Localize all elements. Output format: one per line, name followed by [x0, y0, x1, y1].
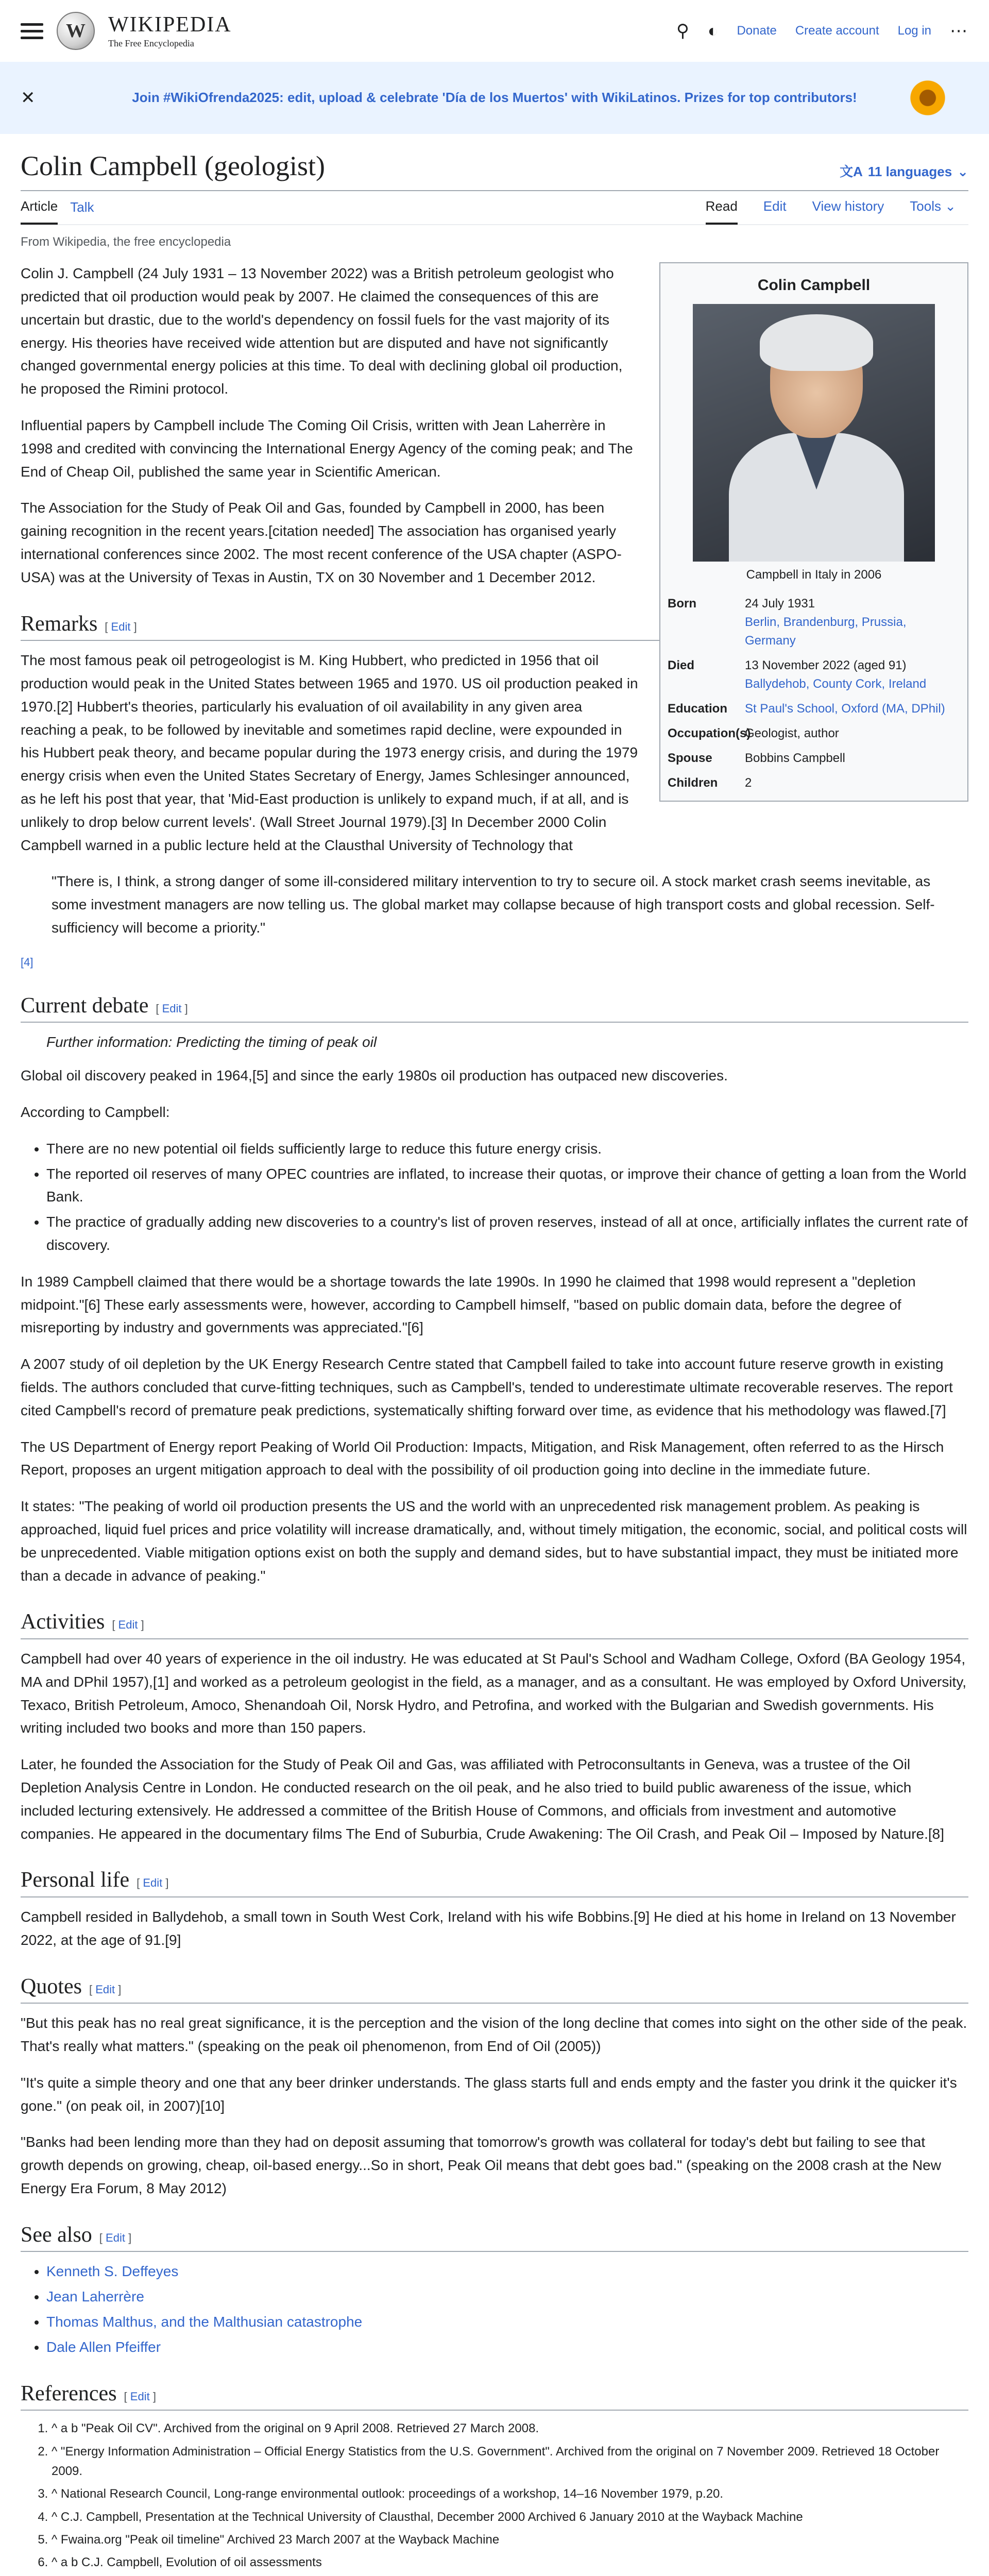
heading-references-text: References — [21, 2381, 117, 2405]
see-also-link[interactable]: Jean Laherrère — [46, 2289, 144, 2305]
campaign-banner — [0, 62, 989, 134]
born-place[interactable]: Berlin, Brandenburg, Prussia, Germany — [745, 615, 907, 648]
heading-personal-life-text: Personal life — [21, 1868, 130, 1892]
heading-references: References [ Edit ] — [21, 2380, 968, 2411]
photo-hair-shape — [760, 314, 873, 371]
edit-section-see-also[interactable]: Edit — [106, 2231, 125, 2244]
died-place[interactable]: Ballydehob, County Cork, Ireland — [745, 677, 927, 691]
lead-paragraph-2: Influential papers by Campbell include The Coming Oil Crisis, written with Jean Laherrère in 1998 and credited with convincing the International Energy Agency of the coming peak; and The End of Cheap Oil, published the same year in Scientific American. — [21, 417, 633, 480]
login-link[interactable]: Log in — [897, 23, 931, 38]
quote-item: "Banks had been lending more than they had on deposit assuming that tomorrow's growth was collateral for today's debt but failing to see that growth depends on growing, cheap, oil-based energy...So in short, Peak Oil means that debt goes bad." (speaking on the 2008 crash at the New Energy Era Forum, 8 May 2012) — [21, 2134, 941, 2196]
references-list — [21, 2419, 968, 2576]
infobox-row-education — [668, 697, 960, 721]
site-header — [21, 0, 968, 62]
chevron-down-icon: ⌄ — [957, 164, 968, 180]
infobox-title: Colin Campbell — [757, 277, 871, 294]
edit-section-activities[interactable]: Edit — [118, 1618, 138, 1632]
heading-current-debate-text: Current debate — [21, 993, 149, 1018]
more-options-icon[interactable]: ⋯ — [950, 21, 968, 41]
children-label: Children — [668, 776, 718, 790]
language-icon: 文A — [840, 164, 863, 180]
banner-link[interactable]: Join #WikiOfrenda2025: edit, upload & celebrate 'Día de los Muertos' with WikiLatinos. Prizes for top contributors! — [132, 90, 857, 106]
activities-paragraph-2: Later, he founded the Association for the Study of Peak Oil and Gas, was affiliated with Petroconsultants in Geneva, was a trustee of the Oil Depletion Analysis Centre in London. He conducted research on the oil peak, and he also tried to build public awareness of the issue, which included lecturing extensively. He addressed a committee of the British House of Commons, and officials from investment and automotive companies. He appeared in the documentary films The End of Suburbia, Crude Awakening: The Oil Crash, and Peak Oil – Imposed by Nature.[8] — [21, 1756, 944, 1842]
title-row — [21, 149, 968, 191]
list-item: • There are no new potential oil fields sufficiently large to reduce this future energy crisis. — [46, 1138, 968, 1161]
heading-activities-text: Activities — [21, 1610, 105, 1634]
appearance-icon[interactable]: ◐ — [707, 21, 719, 41]
children-value: 2 — [745, 776, 752, 790]
debate-paragraph-4: A 2007 study of oil depletion by the UK Energy Research Centre stated that Campbell failed to take into account future reserve growth in existing fields. The authors concluded that curve-fitting techniques, such as Campbell's, tended to underestimate ultimate recoverable reserves. The report cited Campbell's record of premature peak predictions, systematically shifting forward over time, as evidence that his methodology was flawed.[7] — [21, 1356, 953, 1418]
heading-see-also-text: See also — [21, 2223, 92, 2247]
activities-paragraph-1: Campbell had over 40 years of experience in the oil industry. He was educated at St Paul's School and Wadham College, Oxford (BA Geology 1954, MA and DPhil 1957),[1] and worked as a petroleum geologist in the field, as a manager, and as a consultant. He was employed by Oxford University, Texaco, British Petroleum, Amoco, Shenandoah Oil, Norsk Hydro, and Petrofina, and worked with the Bulgarian and Swedish governments. His writing included two books and more than 150 papers. — [21, 1651, 967, 1736]
main-menu-icon[interactable] — [21, 23, 43, 39]
heading-quotes: Quotes [ Edit ] — [21, 1973, 968, 2004]
infobox-row-occupation — [668, 721, 960, 746]
see-also-link[interactable]: Kenneth S. Deffeyes — [46, 2263, 179, 2280]
infobox-row-died — [668, 653, 960, 697]
edit-section-quotes[interactable]: Edit — [95, 1982, 115, 1996]
heading-see-also: See also [ Edit ] — [21, 2221, 968, 2252]
tab-read[interactable]: Read — [706, 191, 738, 225]
quote-item: "It's quite a simple theory and one that any beer drinker understands. The glass starts full and ends empty and the faster you drink it the quicker it's gone." (on peak oil, in 2007)[10] — [21, 2074, 957, 2114]
search-icon[interactable]: ⚲ — [676, 21, 689, 41]
spouse-value: Bobbins Campbell — [745, 751, 845, 766]
edit-section-remarks[interactable]: Edit — [111, 620, 131, 633]
tab-view-history[interactable]: View history — [812, 198, 884, 214]
portrait-photo[interactable] — [693, 304, 935, 562]
from-line: From Wikipedia, the free encyclopedia — [21, 234, 231, 249]
died-label: Died — [668, 658, 695, 673]
occupation-label: Occupation(s) — [668, 726, 751, 741]
infobox-caption: Campbell in Italy in 2006 — [746, 568, 882, 582]
heading-remarks-text: Remarks — [21, 612, 98, 636]
edit-section-personal-life[interactable]: Edit — [143, 1876, 163, 1890]
reference-item: 2. ^ "Energy Information Administration – Official Energy Statistics from the U.S. Government". Archived from the original on 7 November 2009. Retrieved 18 October 2009. — [52, 2442, 968, 2482]
infobox-row-children — [668, 771, 960, 795]
header-actions — [676, 17, 968, 45]
born-date: 24 July 1931 — [745, 597, 815, 611]
wikipedia-globe-icon[interactable]: W — [57, 12, 95, 50]
debate-bullets — [21, 1138, 968, 1257]
remarks-quote-ref[interactable]: [4] — [21, 955, 33, 969]
heading-activities: Activities [ Edit ] — [21, 1608, 968, 1639]
reference-item: 5. ^ Fwaina.org "Peak oil timeline" Archived 23 March 2007 at the Wayback Machine — [52, 2530, 968, 2550]
logo-tagline: The Free Encyclopedia — [108, 38, 194, 48]
lead-paragraph-1: Colin J. Campbell (24 July 1931 – 13 November 2022) was a British petroleum geologist who predicted that oil production would peak by 2007. He claimed the consequences of this are uncertain but drastic, due to the world's dependency on fossil fuels for the vast majority of its energy. His theories have received wide attention but are disputed and have not significantly changed governmental energy policies at this time. To deal with declining global oil production, he proposed the Rimini protocol. — [21, 265, 623, 397]
quote-item: "But this peak has no real great significance, it is the perception and the vision of the long decline that comes into sight on the other side of the peak. That's really what matters." (speaking on the peak oil phenomenon, from End of Oil (2005)) — [21, 2015, 967, 2054]
reference-item: 6. ^ a b C.J. Campbell, Evolution of oil assessments — [52, 2553, 968, 2572]
debate-paragraph-6: It states: "The peaking of world oil production presents the US and the world with an unprecedented risk management problem. As peaking is approached, liquid fuel prices and price volatility will increase dramatically, and, without timely mitigation, the economic, social, and political costs will be unprecedented. Viable mitigation options exist on both the supply and demand sides, but to have substantial impact, they must be initiated more than a decade in advance of peaking." — [21, 1498, 967, 1584]
close-icon[interactable]: ✕ — [21, 88, 36, 108]
list-item: • The reported oil reserves of many OPEC countries are inflated, to increase their quotas, or improve their chance of getting a loan from the World Bank. — [46, 1163, 968, 1209]
edit-section-current-debate[interactable]: Edit — [162, 1002, 182, 1015]
remarks-paragraph-1: The most famous peak oil petrogeologist is M. King Hubbert, who predicted in 1956 that oil production would peak in the United States between 1965 and 1970. US oil production peaked in 1970.[2] Hubbert's theories, particularly his evaluation of oil availability in any given area reaching a peak, to be followed by inevitable and sometimes rapid decline, were expounded in his Hubbert peak theory, and became popular during the 1973 energy crisis, and during the 1979 energy crisis when even the United States Secretary of Energy, James Schlesinger announced, as he left his post that year, that 'Mid-East production is unlikely to expand much, if at all, and is unlikely to drop below current levels'. (Wall Street Journal 1979).[3] In December 2000 Colin Campbell warned in a public lecture held at the Clausthal University of Technology that — [21, 652, 638, 853]
see-also-link[interactable]: Dale Allen Pfeiffer — [46, 2338, 161, 2355]
tab-edit[interactable]: Edit — [763, 198, 787, 214]
lead-paragraph-3: The Association for the Study of Peak Oil and Gas, founded by Campbell in 2000, has been gaining recognition in the recent years.[citation needed] The association has organised yearly international conferences since 2002. The most recent conference of the USA chapter (ASPO-USA) was at the University of Texas in Austin, TX on 30 November and 1 December 2012. — [21, 500, 622, 585]
tab-article[interactable]: Article — [21, 191, 58, 225]
debate-paragraph-2: According to Campbell: — [21, 1104, 170, 1121]
tab-talk[interactable]: Talk — [70, 199, 94, 215]
tools-label: Tools — [910, 198, 941, 214]
infobox-row-spouse — [668, 746, 960, 771]
infobox — [659, 262, 968, 802]
see-also-link[interactable]: Thomas Malthus, and the Malthusian catastrophe — [46, 2313, 363, 2330]
page-tabs — [21, 191, 968, 225]
debate-paragraph-3: In 1989 Campbell claimed that there would be a shortage towards the late 1990s. In 1990 he claimed that 1998 would represent a "depletion midpoint."[6] These early assessments were, however, according to Campbell himself, "based on public domain data, before the degree of misreporting by industry and governments was appreciated."[6] — [21, 1273, 916, 1336]
see-also-list — [21, 2260, 968, 2359]
heading-quotes-text: Quotes — [21, 1974, 82, 1998]
occupation-value: Geologist, author — [745, 726, 839, 741]
personal-paragraph-1: Campbell resided in Ballydehob, a small town in South West Cork, Ireland with his wife Bobbins.[9] He died at his home in Ireland on 13 November 2022, at the age of 91.[9] — [21, 1908, 956, 1948]
language-selector[interactable] — [840, 161, 968, 183]
education-value[interactable]: St Paul's School, Oxford (MA, DPhil) — [745, 702, 945, 716]
edit-section-references[interactable]: Edit — [130, 2389, 150, 2403]
education-label: Education — [668, 702, 728, 716]
heading-remarks: Remarks [ Edit ] — [21, 610, 968, 641]
logo-wordmark: WIKIPEDIA — [108, 13, 232, 37]
debate-paragraph-1: Global oil discovery peaked in 1964,[5] and since the early 1980s oil production has outpaced new discoveries. — [21, 1067, 728, 1084]
page-title: Colin Campbell (geologist) — [21, 150, 325, 181]
sunflower-icon — [908, 78, 948, 118]
hatnote-further-info: Further information: Predicting the timing of peak oil — [46, 1034, 377, 1050]
list-item: • The practice of gradually adding new discoveries to a country's list of proven reserves, instead of all at once, artificially inflates the current rate of discovery. — [46, 1211, 968, 1257]
reference-item: 3. ^ National Research Council, Long-range environmental outlook: proceedings of a workshop, 14–16 November 1979, p.20. — [52, 2484, 968, 2504]
reference-item: 1. ^ a b "Peak Oil CV". Archived from the original on 9 April 2008. Retrieved 27 March 2008. — [52, 2419, 968, 2438]
view-tabs — [706, 191, 968, 225]
heading-personal-life: Personal life [ Edit ] — [21, 1866, 968, 1897]
reference-item: 4. ^ C.J. Campbell, Presentation at the Technical University of Clausthal, December 2000 Archived 6 January 2010 at the Wayback Machine — [52, 2507, 968, 2527]
heading-current-debate: Current debate [ Edit ] — [21, 992, 968, 1023]
debate-paragraph-5: The US Department of Energy report Peaking of World Oil Production: Impacts, Mitigation, and Risk Management, often referred to as the Hirsch Report, proposes an urgent mitigation approach to deal with the possibility of oil production going into decline in the immediate future. — [21, 1438, 944, 1478]
infobox-row-born — [668, 591, 960, 653]
remarks-quote: "There is, I think, a strong danger of some ill-considered military intervention to try to secure oil. A stock market crash seems inevitable, as some investment managers are now telling us. The global market may collapse because of high transport costs and global recession. Self-sufficiency will become a priority." — [52, 873, 935, 936]
born-label: Born — [668, 597, 696, 611]
donate-link[interactable]: Donate — [737, 23, 777, 38]
language-count: 11 languages — [867, 164, 952, 180]
wikipedia-logo[interactable] — [108, 14, 232, 48]
create-account-link[interactable]: Create account — [795, 23, 879, 38]
tab-tools[interactable]: Tools ⌄ — [910, 198, 956, 214]
spouse-label: Spouse — [668, 751, 712, 766]
died-date: 13 November 2022 (aged 91) — [745, 658, 907, 673]
